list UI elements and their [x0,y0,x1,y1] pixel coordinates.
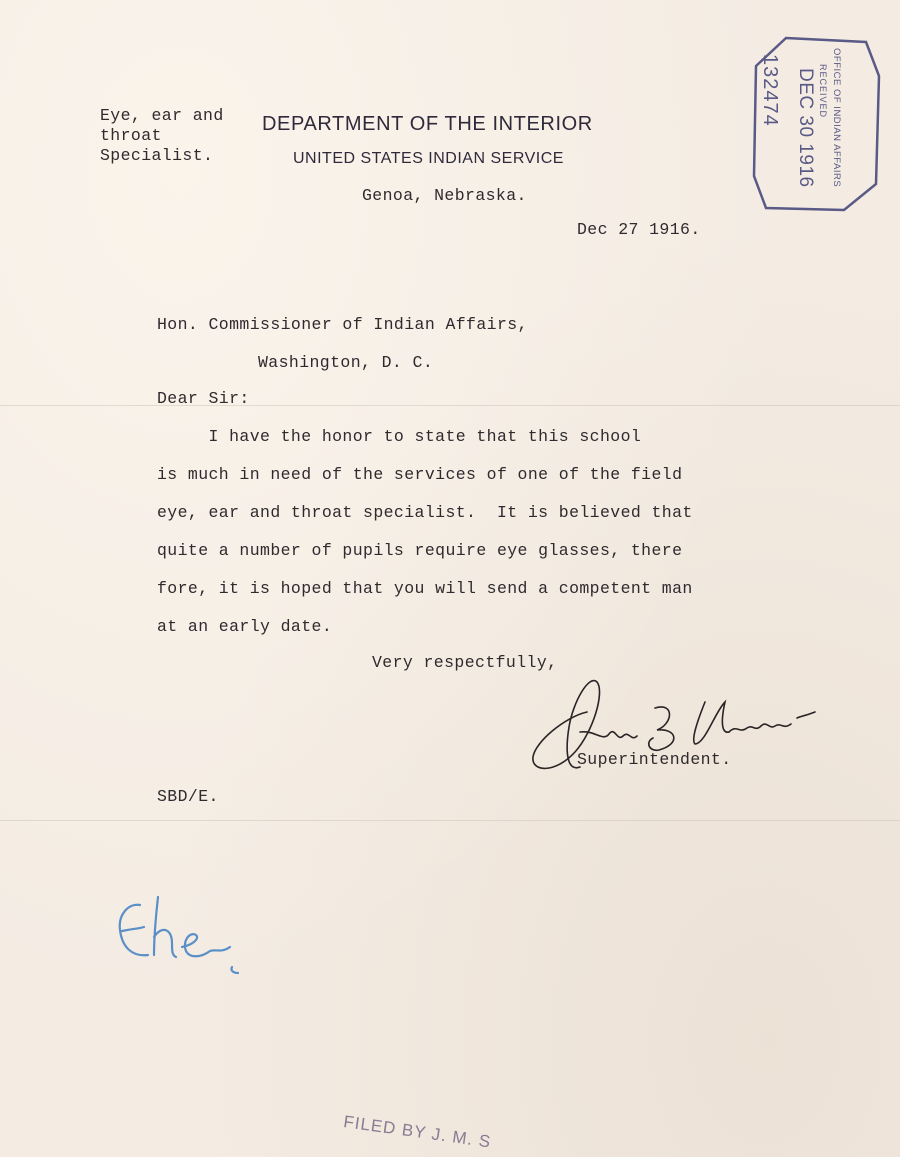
body-line: I have the honor to state that this school [157,427,642,446]
recipient-name: Hon. Commissioner of Indian Affairs, [157,315,528,334]
side-note [100,106,224,166]
letterhead-location: Genoa, Nebraska. [362,186,527,205]
stamp-number: 132474 [759,54,781,127]
typist-initials: SBD/E. [157,787,219,806]
side-note-line: Eye, ear and [100,106,224,125]
letterhead-department: DEPARTMENT OF THE INTERIOR [262,113,593,135]
received-stamp [748,34,883,214]
body-line: is much in need of the services of one of the field [157,465,683,484]
filed-stamp: FILED BY J. M. S [342,1112,493,1152]
side-note-line: throat [100,126,162,145]
body-line: quite a number of pupils require eye glasses, there [157,541,683,560]
recipient-address: Washington, D. C. [258,353,434,372]
side-note-line: Specialist. [100,146,214,165]
stamp-office: OFFICE OF INDIAN AFFAIRS [831,48,842,188]
stamp-received: RECEIVED [818,64,828,119]
fold-crease [0,405,900,406]
handwritten-note [110,885,250,985]
body-line: at an early date. [157,617,333,636]
signoff-title: Superintendent. [577,750,732,769]
fold-crease [0,820,900,821]
letterhead-service: UNITED STATES INDIAN SERVICE [293,150,564,167]
body-line: eye, ear and throat specialist. It is believed that [157,503,693,522]
closing: Very respectfully, [372,653,558,672]
stamp-date: DEC 30 1916 [795,68,816,188]
letter-date: Dec 27 1916. [577,220,701,239]
body-line: fore, it is hoped that you will send a competent man [157,579,693,598]
salutation: Dear Sir: [157,389,250,408]
